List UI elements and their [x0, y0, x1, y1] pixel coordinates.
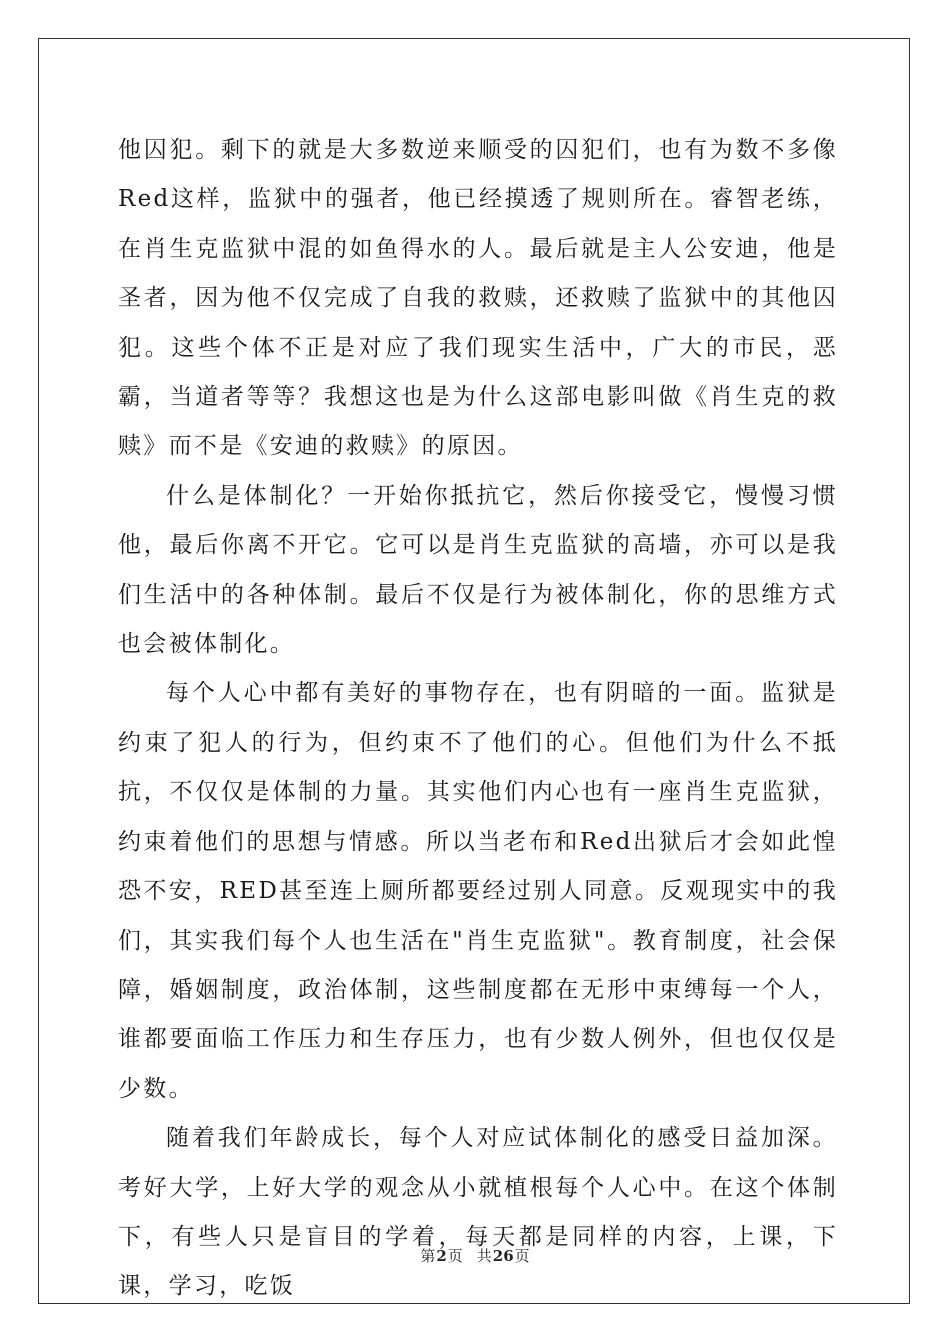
paragraph-continued: 他囚犯。剩下的就是大多数逆来顺受的囚犯们，也有为数不多像Red这样，监狱中的强者，他已经摸透了规则所在。睿智老练，在肖生克监狱中混的如鱼得水的人。最后就是主人公安迪，他是圣者，因为他不仅完成了自我的救赎，还救赎了监狱中的其他囚犯。这些个体不正是对应了我们现实生活中，广大的市民，恶霸，当道者等等？我想这也是为什么这部电影叫做《肖生克的救赎》而不是《安迪的救赎》的原因。	[118, 137, 838, 460]
page-unit: 页	[447, 1247, 463, 1265]
page-total: 26	[492, 1247, 514, 1265]
page-footer	[0, 1246, 950, 1266]
total-unit: 页	[514, 1247, 530, 1265]
paragraph-institutionalization: 什么是体制化？一开始你抵抗它，然后你接受它，慢慢习惯他，最后你离不开它。它可以是肖生克监狱的高墙，亦可以是我们生活中的各种体制。最后不仅是行为被体制化，你的思维方式也会被体制化。	[118, 482, 838, 658]
page-prefix: 第	[420, 1247, 436, 1265]
paragraph-inner-prison: 每个人心中都有美好的事物存在，也有阴暗的一面。监狱是约束了犯人的行为，但约束不了他们的心。但他们为什么不抵抗，不仅仅是体制的力量。其实他们内心也有一座肖生克监狱，约束着他们的思想与情感。所以当老布和Red出狱后才会如此惶恐不安，RED甚至连上厕所都要经过别人同意。反观现实中的我们，其实我们每个人也生活在"肖生克监狱"。教育制度，社会保障，婚姻制度，政治体制，这些制度都在无形中束缚每一个人，谁都要面临工作压力和生存压力，也有少数人例外，但也仅仅是少数。	[118, 680, 838, 1102]
paragraph-exam-system: 随着我们年龄成长，每个人对应试体制化的感受日益加深。考好大学，上好大学的观念从小就植根每个人心中。在这个体制下，有些人只是盲目的学着，每天都是同样的内容，上课，下课，学习，吃饭	[118, 1125, 838, 1300]
document-body	[118, 126, 838, 1312]
page-current: 2	[436, 1247, 447, 1265]
total-prefix: 共	[476, 1247, 492, 1265]
